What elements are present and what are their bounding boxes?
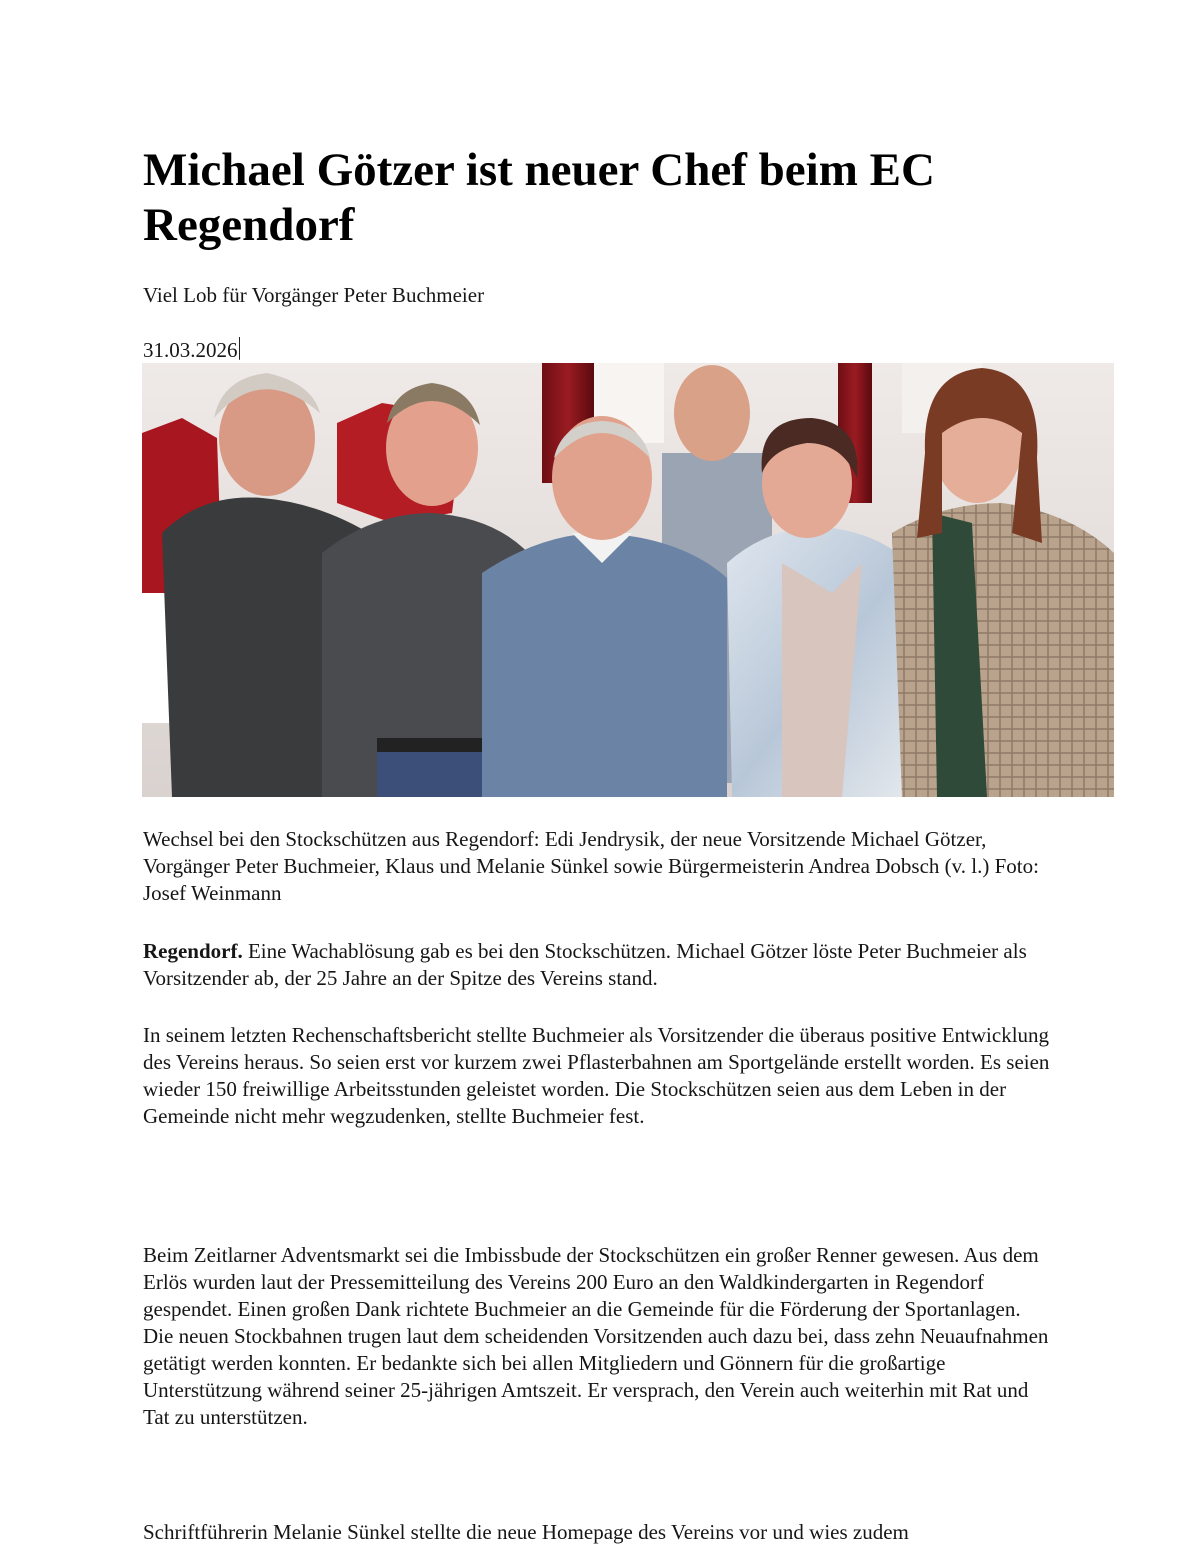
group-photo-illustration bbox=[142, 363, 1114, 797]
photo-caption: Wechsel bei den Stockschützen aus Regendorf: Edi Jendrysik, der neue Vorsitzende Michael Götzer, Vorgänger Peter Buchmeier, Klaus und Melanie Sünkel sowie Bürgermeisterin Andrea Dobsch (v. l.) Foto: Josef Weinmann bbox=[143, 827, 1039, 905]
lead-text: Eine Wachablösung gab es bei den Stockschützen. Michael Götzer löste Peter Buchmeier als Vorsitzender ab, der 25 Jahre an der Spitze des Vereins stand. bbox=[143, 939, 1027, 990]
lead-paragraph bbox=[143, 938, 1053, 992]
article-photo bbox=[142, 363, 1114, 797]
text-cursor bbox=[239, 337, 240, 360]
article-subtitle: Viel Lob für Vorgänger Peter Buchmeier bbox=[143, 283, 485, 307]
body-paragraph-2: In seinem letzten Rechenschaftsbericht stellte Buchmeier als Vorsitzender die überaus positive Entwicklung des Vereins heraus. So seien erst vor kurzem zwei Pflasterbahnen am Sportgelände erstellt worden. Es seien wieder 150 freiwillige Arbeitsstunden geleistet worden. Die Stockschützen seien aus dem Leben in der Gemeinde nicht mehr wegzudenken, stellte Buchmeier fest. bbox=[143, 1023, 1050, 1128]
article-date: 31.03.2026 bbox=[143, 338, 238, 362]
article-date-line bbox=[143, 337, 1053, 364]
body-paragraph-4: Schriftführerin Melanie Sünkel stellte die neue Homepage des Vereins vor und wies zudem bbox=[143, 1520, 909, 1544]
dateline-place: Regendorf. bbox=[143, 939, 243, 963]
body-paragraph-3: Beim Zeitlarner Adventsmarkt sei die Imbissbude der Stockschützen ein großer Renner gewesen. Aus dem Erlös wurden laut der Pressemitteilung des Vereins 200 Euro an den Waldkindergarten in Regendorf gespendet. Einen großen Dank richtete Buchmeier an die Gemeinde für die Förderung der Sportanlagen. Die neuen Stockbahnen trugen laut dem scheidenden Vorsitzenden auch dazu bei, dass zehn Neuaufnahmen getätigt werden konnten. Er bedankte sich bei allen Mitgliedern und Gönnern für die großartige Unterstützung während seiner 25-jährigen Amtszeit. Er versprach, den Verein auch weiterhin mit Rat und Tat zu unterstützen. bbox=[143, 1243, 1049, 1429]
article-title: Michael Götzer ist neuer Chef beim EC Regendorf bbox=[143, 144, 935, 251]
